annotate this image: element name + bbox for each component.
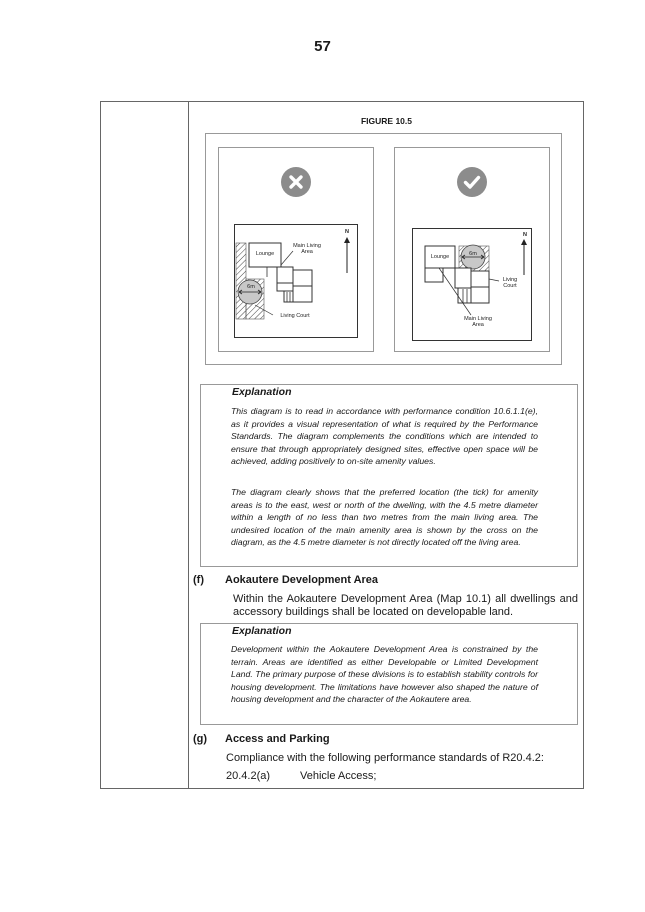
explanation-heading: Explanation: [232, 386, 292, 398]
label-lounge: Lounge: [255, 251, 275, 257]
section-body: Compliance with the following performance standards of R20.4.2:: [226, 752, 544, 764]
label-dimension: 6m: [469, 251, 477, 257]
section-body: Within the Aokautere Development Area (Map 10.1) all dwellings and accessory buildings shall be located on developable land.: [233, 593, 578, 618]
north-label: N: [523, 232, 527, 238]
label-living-court: Living Court: [280, 313, 310, 319]
label-main-living-area: Main Living Area: [464, 316, 492, 328]
explanation-paragraph: The diagram clearly shows that the preferred location (the tick) for amenity areas is to the east, west or north of the dwelling, with the 4.5 metre diameter within a length of no less than two metres from the main living area. The undesired location of the main amenity area is shown by the cross on the diagram, as the 4.5 metre diameter is not directly located off the living area.: [231, 487, 538, 548]
site-plan-undesired: [234, 224, 358, 338]
section-letter: (f): [193, 574, 204, 586]
tick-icon: [457, 167, 487, 197]
figure-title: FIGURE 10.5: [360, 116, 413, 126]
section-title: Aokautere Development Area: [225, 574, 379, 586]
site-plan-preferred: [412, 228, 532, 341]
label-lounge: Lounge: [430, 254, 450, 260]
label-main-living-area: Main Living Area: [293, 243, 321, 255]
explanation-paragraph: Development within the Aokautere Development Area is constrained by the terrain. Areas are identified as either Developable or Limited Development Land. The primary purpose of these divisions is to establish stability controls for housing development. The limitations have however also shaped the nature of housing development and the character of the Aokautere area.: [231, 644, 538, 705]
explanation-paragraph: This diagram is to read in accordance with performance condition 10.6.1.1(e), as it provides a visual representation of what is required by the Performance Standards. The diagram complements the conditions which are intended to ensure that through appropriately designed sites, effective open space will be achieved, adding positively to on-site amenity values.: [231, 406, 538, 467]
label-dimension: 6m: [247, 284, 255, 290]
cross-icon: [281, 167, 311, 197]
section-title: Access and Parking: [225, 733, 330, 745]
standard-description: Vehicle Access;: [300, 770, 377, 782]
section-letter: (g): [193, 733, 208, 745]
north-label: N: [345, 229, 349, 235]
label-living-court: Living Court: [502, 277, 518, 289]
page-number: 57: [314, 38, 331, 55]
frame-divider: [188, 101, 189, 789]
standard-reference: 20.4.2(a): [226, 770, 271, 782]
explanation-heading: Explanation: [232, 625, 292, 637]
